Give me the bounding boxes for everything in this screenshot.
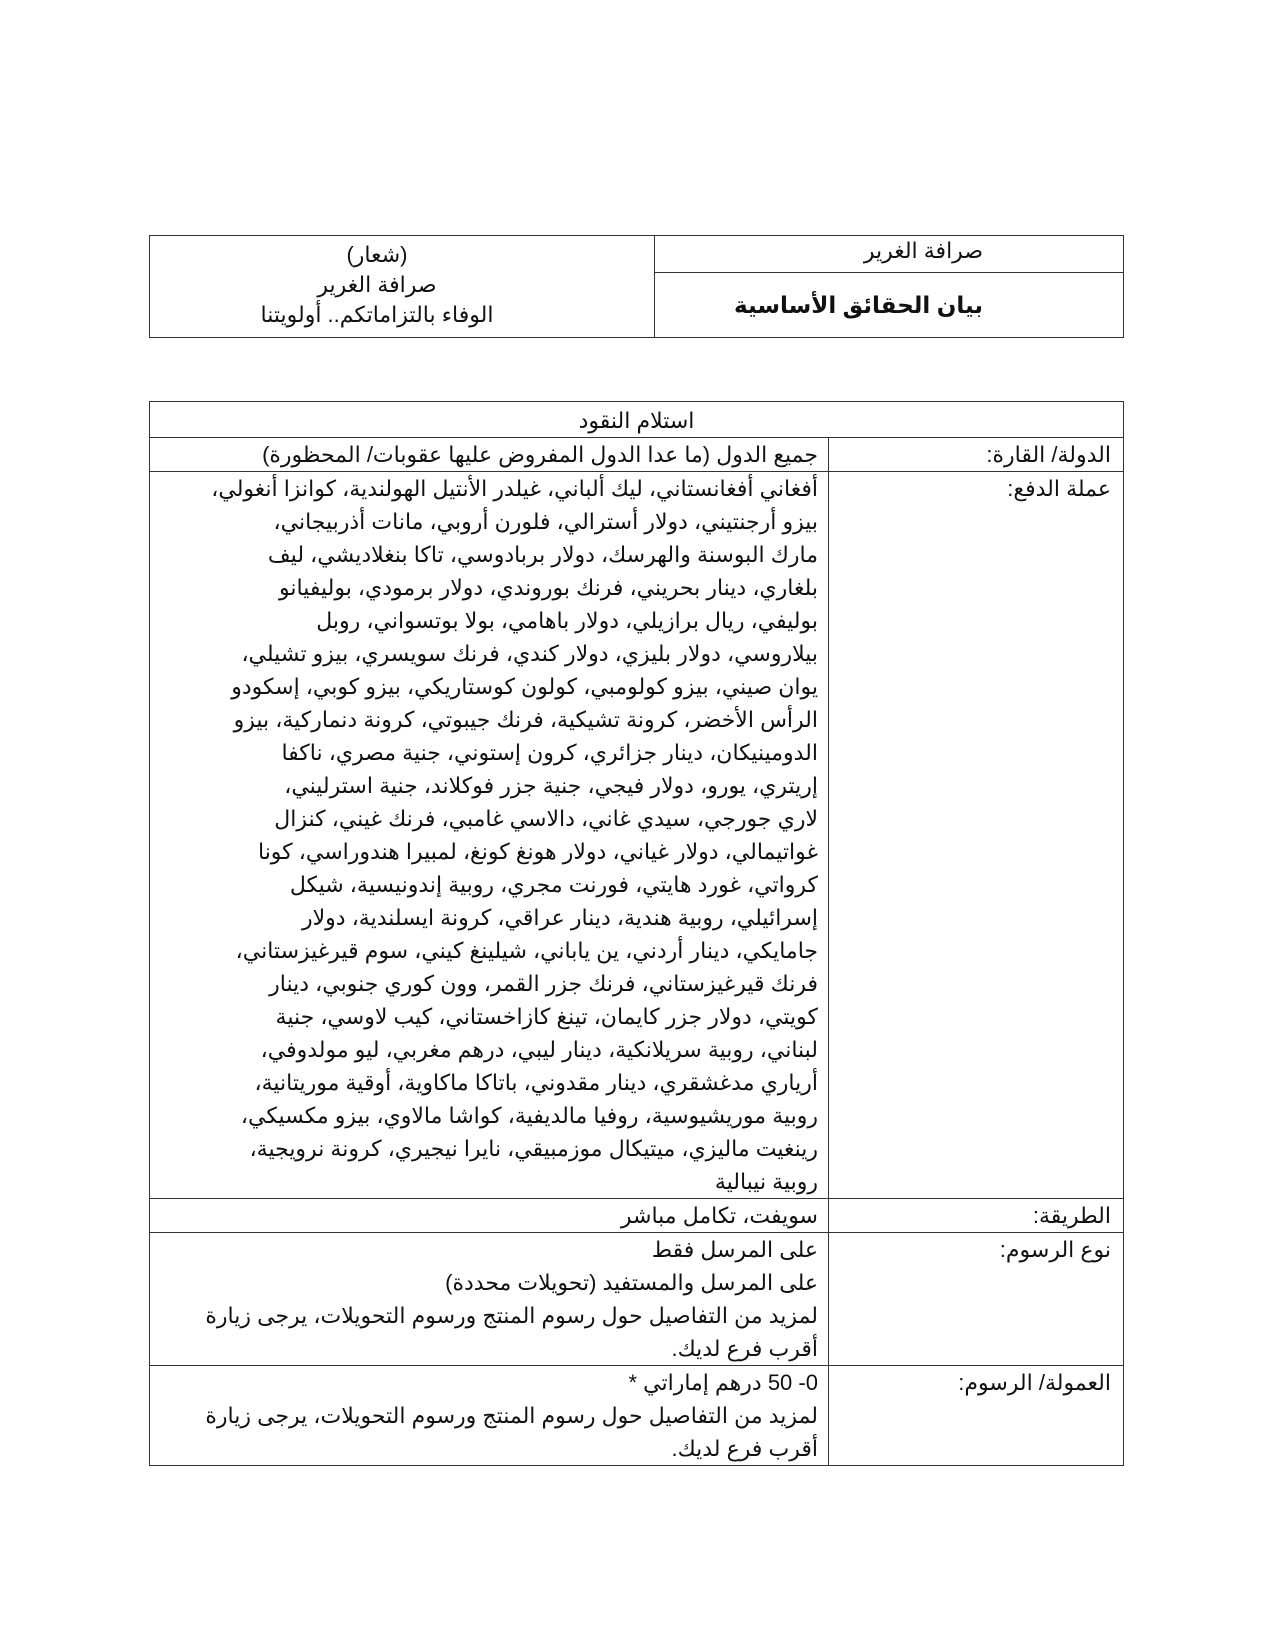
value-line: مارك البوسنة والهرسك، دولار بربادوسي، تاكا بنغلاديشي، ليف	[267, 542, 818, 567]
row-label: عملة الدفع:	[829, 472, 1124, 1199]
logo-cell	[150, 236, 655, 338]
table-row	[150, 472, 1124, 1199]
row-value	[150, 1366, 829, 1466]
value-line: روبية نيبالية	[714, 1169, 818, 1194]
row-value	[150, 1199, 829, 1233]
value-line: سويفت، تكامل مباشر	[620, 1203, 818, 1228]
table-row	[150, 1233, 1124, 1366]
document-title: بيان الحقائق الأساسية	[734, 291, 983, 318]
value-line: أقرب فرع لديك.	[671, 1336, 818, 1361]
row-label: العمولة/ الرسوم:	[829, 1366, 1124, 1466]
value-line: إسرائيلي، روبية هندية، دينار عراقي، كرونة ايسلندية، دولار	[302, 905, 818, 930]
company-name-cell	[655, 236, 1124, 273]
value-line: بيزو أرجنتيني، دولار أسترالي، فلورن أروبي، مانات أذربيجاني،	[273, 509, 818, 534]
document-title-cell	[655, 273, 1124, 338]
value-line: رينغيت ماليزي، ميتيكال موزمبيقي، نايرا نيجيري، كرونة نرويجية،	[249, 1136, 818, 1161]
logo-placeholder: (شعار)	[346, 242, 408, 267]
section-title: استلام النقود	[578, 408, 695, 433]
value-line: على المرسل فقط	[651, 1237, 818, 1262]
tagline: الوفاء بالتزاماتكم.. أولويتنا	[260, 302, 494, 327]
value-line: غواتيمالي، دولار غياني، دولار هونغ كونغ، لمبيرا هندوراسي، كونا	[257, 839, 818, 864]
table-row	[150, 1366, 1124, 1466]
row-label: الطريقة:	[829, 1199, 1124, 1233]
value-line: جامايكي، دينار أردني، ين ياباني، شيلينغ كيني، سوم قيرغيزستاني،	[235, 938, 818, 963]
table-row	[150, 1199, 1124, 1233]
value-line: كويتي، دولار جزر كايمان، تينغ كازاخستاني، كيب لاوسي، جنية	[275, 1004, 818, 1029]
value-line: جميع الدول (ما عدا الدول المفروض عليها عقوبات/ المحظورة)	[262, 442, 818, 467]
header-table	[149, 235, 1124, 338]
currency-list	[150, 472, 829, 1199]
facts-table	[149, 401, 1124, 1466]
value-line: يوان صيني، بيزو كولومبي، كولون كوستاريكي، بيزو كوبي، إسكودو	[231, 674, 818, 699]
value-line: الرأس الأخضر، كرونة تشيكية، فرنك جيبوتي، كرونة دنماركية، بيزو	[233, 707, 818, 732]
value-line: كرواتي، غورد هايتي، فورنت مجري، روبية إندونيسية، شيكل	[289, 872, 818, 897]
value-line: على المرسل والمستفيد (تحويلات محددة)	[445, 1270, 818, 1295]
row-value	[150, 1233, 829, 1366]
row-label: الدولة/ القارة:	[829, 438, 1124, 472]
table-row	[150, 438, 1124, 472]
value-line: بوليفي، ريال برازيلي، دولار باهامي، بولا بوتسواني، روبل	[316, 608, 818, 633]
value-line: روبية موريشيوسية، روفيا مالديفية، كواشا مالاوي، بيزو مكسيكي،	[240, 1103, 818, 1128]
logo-company-name: صرافة الغرير	[317, 272, 437, 297]
value-line: بيلاروسي، دولار بليزي، دولار كندي، فرنك سويسري، بيزو تشيلي،	[241, 641, 818, 666]
value-line: أفغاني أفغانستاني، ليك ألباني، غيلدر الأنتيل الهولندية، كوانزا أنغولي،	[211, 476, 818, 501]
value-line: لمزيد من التفاصيل حول رسوم المنتج ورسوم التحويلات، يرجى زيارة	[205, 1403, 818, 1428]
section-title-cell	[150, 402, 1124, 438]
value-line: بلغاري، دينار بحريني، فرنك بوروندي، دولار برمودي، بوليفيانو	[279, 575, 818, 600]
value-line: لمزيد من التفاصيل حول رسوم المنتج ورسوم التحويلات، يرجى زيارة	[205, 1303, 818, 1328]
value-line: أقرب فرع لديك.	[671, 1436, 818, 1461]
company-name: صرافة الغرير	[863, 238, 983, 263]
value-line: الدومينيكان، دينار جزائري، كرون إستوني، جنية مصري، ناكفا	[281, 740, 818, 765]
value-line: لاري جورجي، سيدي غاني، دالاسي غامبي، فرنك غيني، كنزال	[274, 806, 818, 831]
row-value	[150, 438, 829, 472]
value-line: إريتري، يورو، دولار فيجي، جنية جزر فوكلاند، جنية استرليني،	[284, 773, 818, 798]
value-line: فرنك قيرغيزستاني، فرنك جزر القمر، وون كوري جنوبي، دينار	[269, 971, 818, 996]
value-line: لبناني، روبية سريلانكية، دينار ليبي، درهم مغربي، ليو مولدوفي،	[260, 1037, 818, 1062]
row-label: نوع الرسوم:	[829, 1233, 1124, 1366]
value-line: 0- 50 درهم إماراتي *	[628, 1370, 818, 1395]
value-line: أرياري مدغشقري، دينار مقدوني، باتاكا ماكاوية، أوقية موريتانية،	[254, 1070, 818, 1095]
